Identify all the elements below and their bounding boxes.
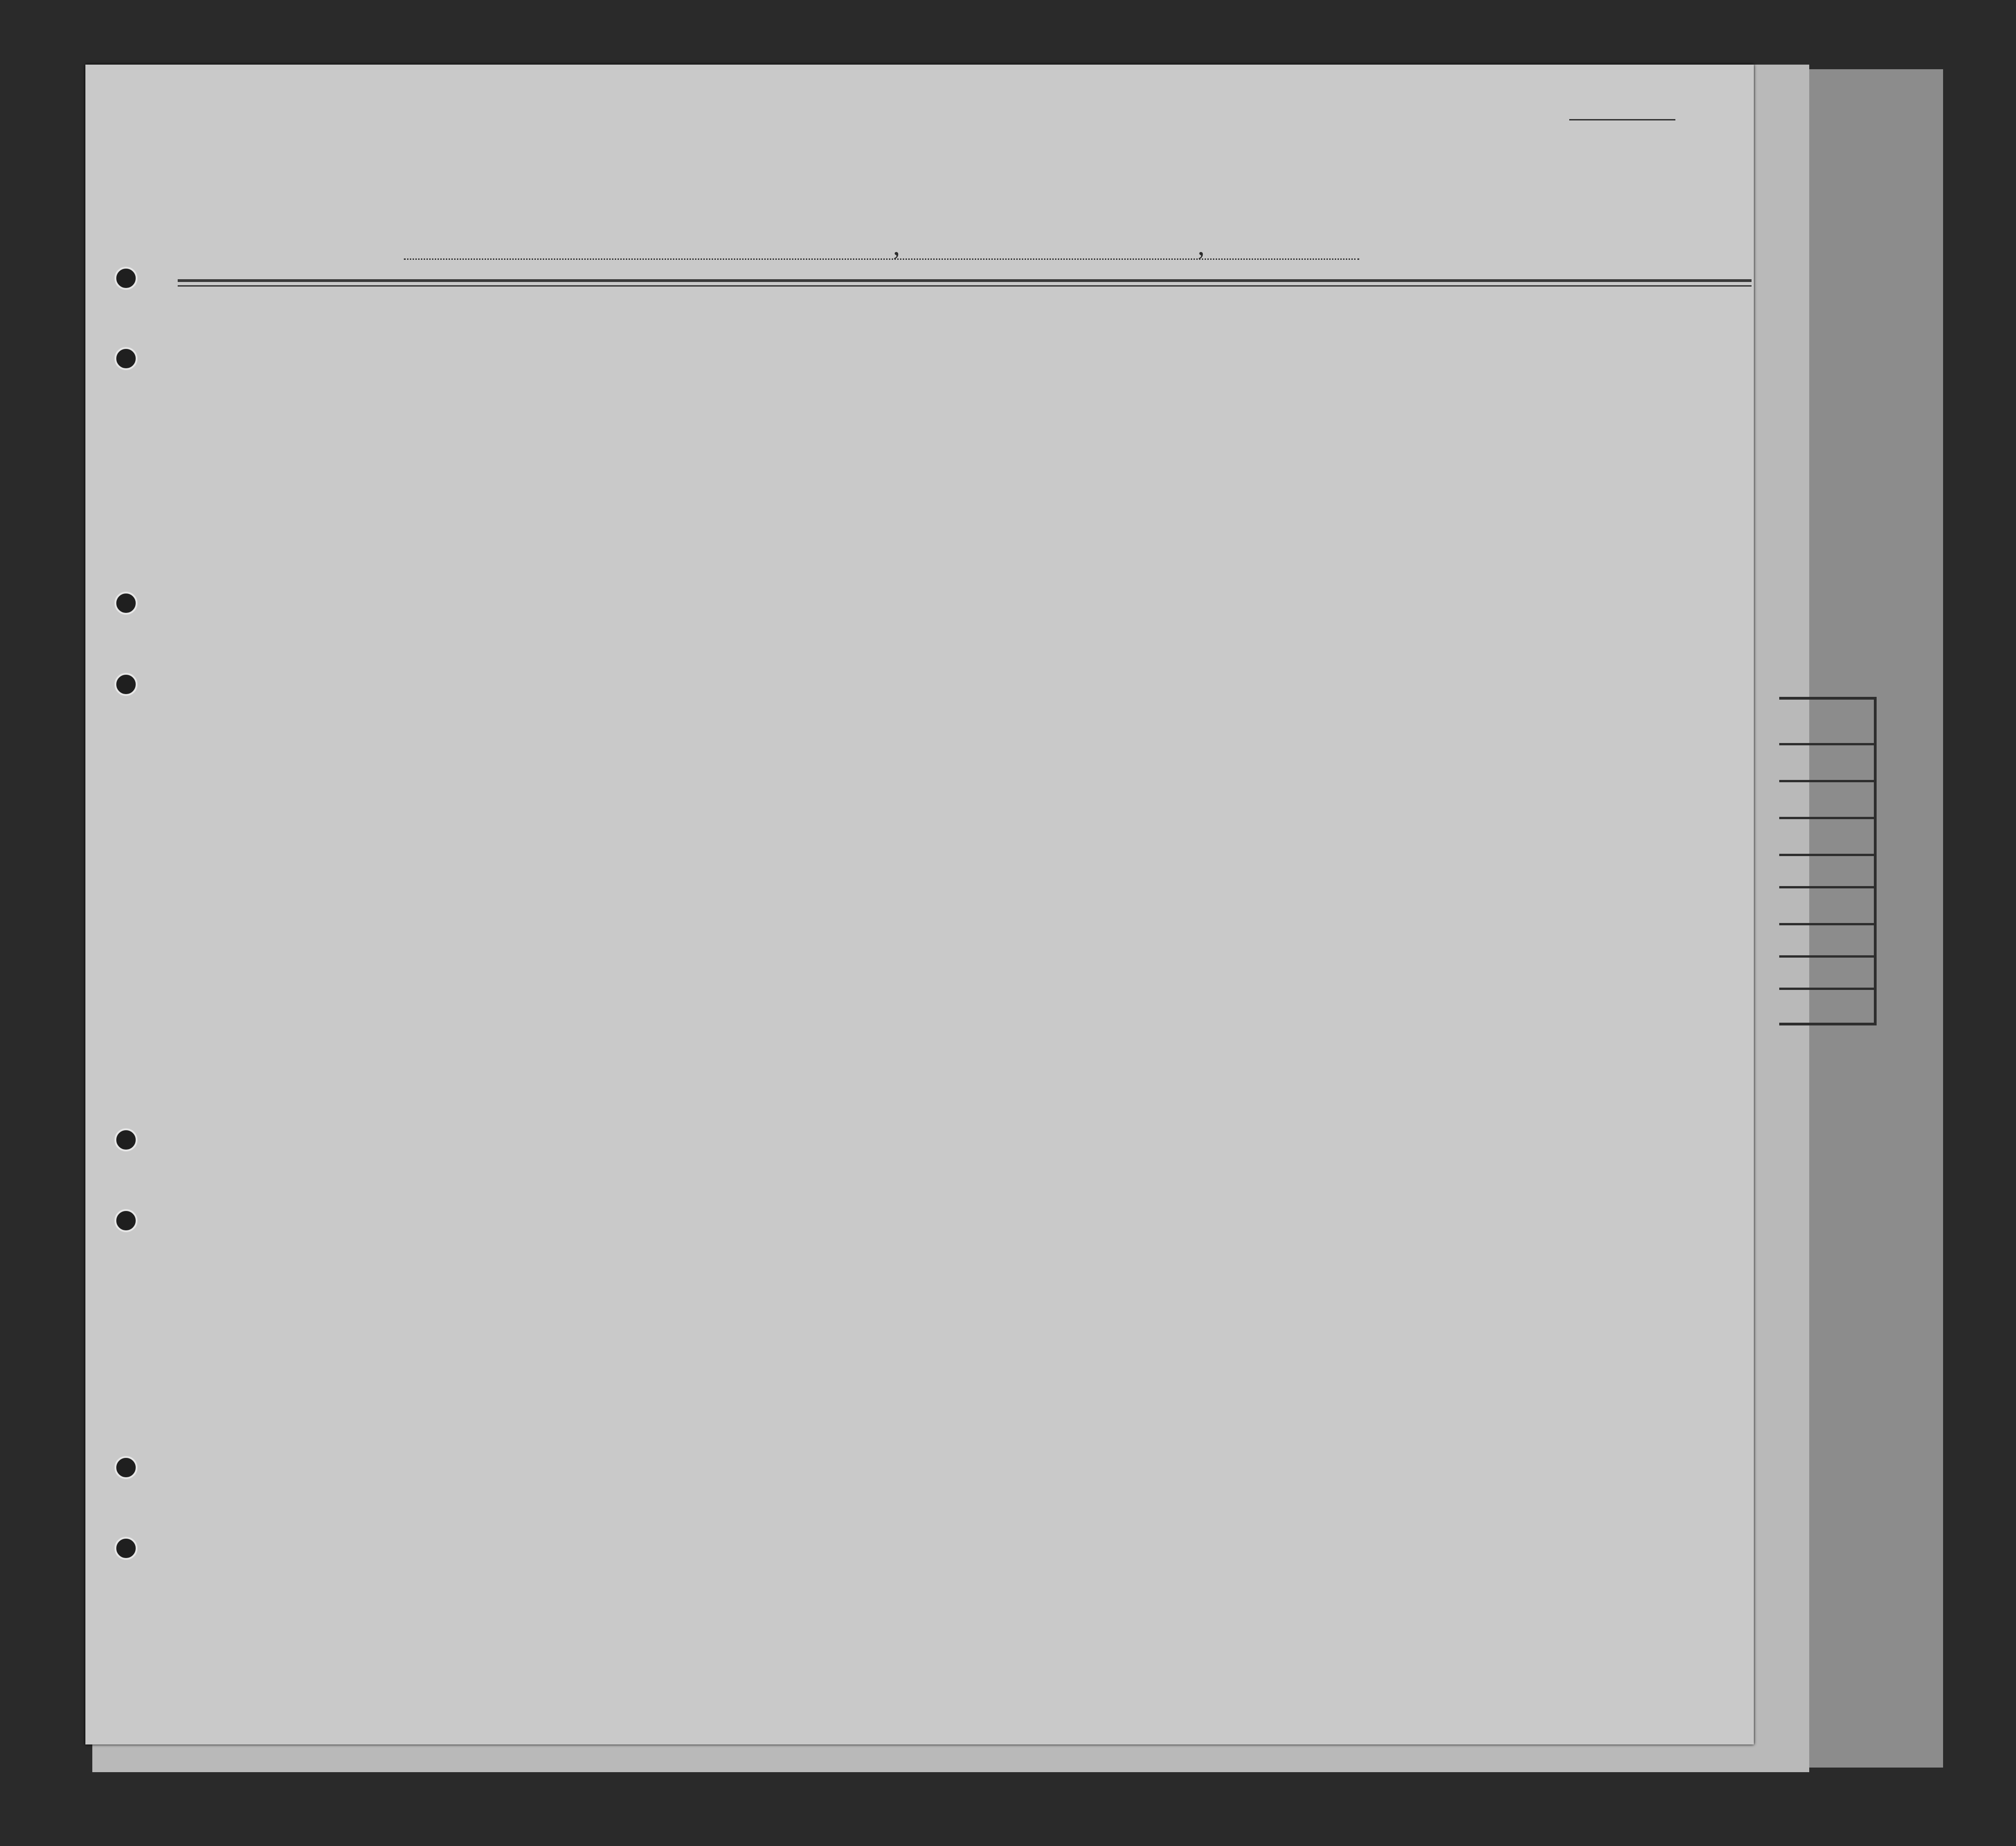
col-24-header <box>992 332 1034 438</box>
col-21-header <box>914 332 941 438</box>
col-26-header <box>1089 332 1112 438</box>
col-20a-header <box>774 332 807 438</box>
col-17-header <box>333 323 361 438</box>
col-29-feet <box>1246 402 1265 438</box>
col-25-header <box>1043 332 1075 438</box>
col-20b-header <box>835 332 854 438</box>
col-23-header <box>969 332 988 438</box>
col-20c-header <box>882 332 900 438</box>
col-22-header <box>947 332 966 438</box>
col-29-inches <box>1269 397 1288 438</box>
comma: , <box>1198 230 1205 261</box>
comma: , <box>893 230 900 261</box>
col-15-header <box>210 323 237 438</box>
